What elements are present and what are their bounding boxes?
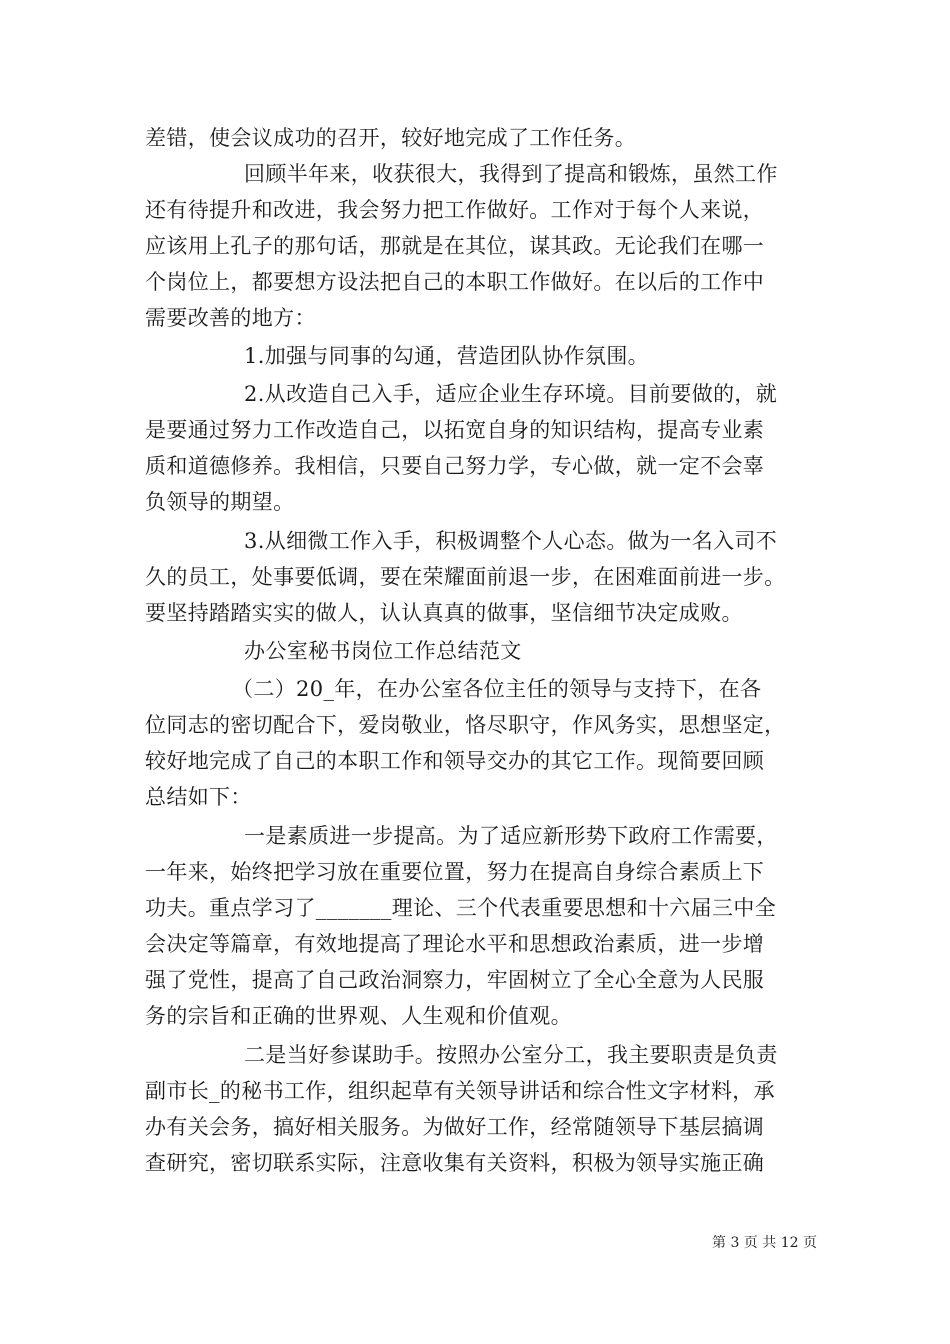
text-line: 是要通过努力工作改造自己，以拓宽自身的知识结构，提高专业素 xyxy=(145,418,765,442)
text-line: 还有待提升和改进，我会努力把工作做好。工作对于每个人来说， xyxy=(145,198,765,222)
text-line: 位同志的密切配合下，爱岗敬业，恪尽职守，作风务实，思想坚定， xyxy=(145,713,786,737)
list-item-2: 2.从改造自己入手，适应企业生存环境。目前要做的，就 xyxy=(244,382,778,406)
text-line: 会决定等篇章，有效地提高了理论水平和思想政治素质，进一步增 xyxy=(145,932,765,956)
text-line: 务的宗旨和正确的世界观、人生观和价值观。 xyxy=(145,1004,572,1028)
text-line: 查研究，密切联系实际，注意收集有关资料，积极为领导实施正确 xyxy=(145,1151,765,1175)
text-line: 要坚持踏踏实实的做人，认认真真的做事，坚信细节决定成败。 xyxy=(145,601,743,625)
text-line: 办有关会务，搞好相关服务。为做好工作，经常随领导下基层搞调 xyxy=(145,1115,765,1139)
text-line: 副市长_的秘书工作，组织起草有关领导讲话和综合性文字材料，承 xyxy=(145,1079,775,1103)
paragraph-start: （二）20_年，在办公室各位主任的领导与支持下，在各 xyxy=(232,677,762,701)
text-line: 强了党性，提高了自己政治洞察力，牢固树立了全心全意为人民服 xyxy=(145,968,765,992)
text-line: 应该用上孔子的那句话，那就是在其位，谋其政。无论我们在哪一 xyxy=(145,234,765,258)
text-line: 需要改善的地方： xyxy=(145,306,316,330)
text-line: 负领导的期望。 xyxy=(145,490,295,514)
text-line: 一年来，始终把学习放在重要位置，努力在提高自身综合素质上下 xyxy=(145,860,765,884)
text-line: 功夫。重点学习了_______理论、三个代表重要思想和十六届三中全 xyxy=(145,896,777,920)
list-item-3: 3.从细微工作入手，积极调整个人心态。做为一名入司不 xyxy=(244,529,778,553)
page-number: 第 3 页 共 12 页 xyxy=(712,1235,817,1251)
text-line: 总结如下： xyxy=(145,785,252,809)
paragraph-start: 二是当好参谋助手。按照办公室分工，我主要职责是负责 xyxy=(244,1043,778,1067)
text-line: 个岗位上，都要想方设法把自己的本职工作做好。在以后的工作中 xyxy=(145,270,765,294)
section-title: 办公室秘书岗位工作总结范文 xyxy=(244,639,522,663)
paragraph-start: 一是素质进一步提高。为了适应新形势下政府工作需要， xyxy=(244,824,778,848)
text-line: 久的员工，处事要低调，要在荣耀面前退一步，在困难面前进一步。 xyxy=(145,565,786,589)
text-line: 质和道德修养。我相信，只要自己努力学，专心做，就一定不会辜 xyxy=(145,454,765,478)
text-line: 差错，使会议成功的召开，较好地完成了工作任务。 xyxy=(145,126,637,150)
paragraph-start: 回顾半年来，收获很大，我得到了提高和锻炼，虽然工作 xyxy=(244,162,778,186)
text-line: 较好地完成了自己的本职工作和领导交办的其它工作。现简要回顾 xyxy=(145,749,765,773)
list-item-1: 1.加强与同事的勾通，营造团队协作氛围。 xyxy=(244,344,650,368)
